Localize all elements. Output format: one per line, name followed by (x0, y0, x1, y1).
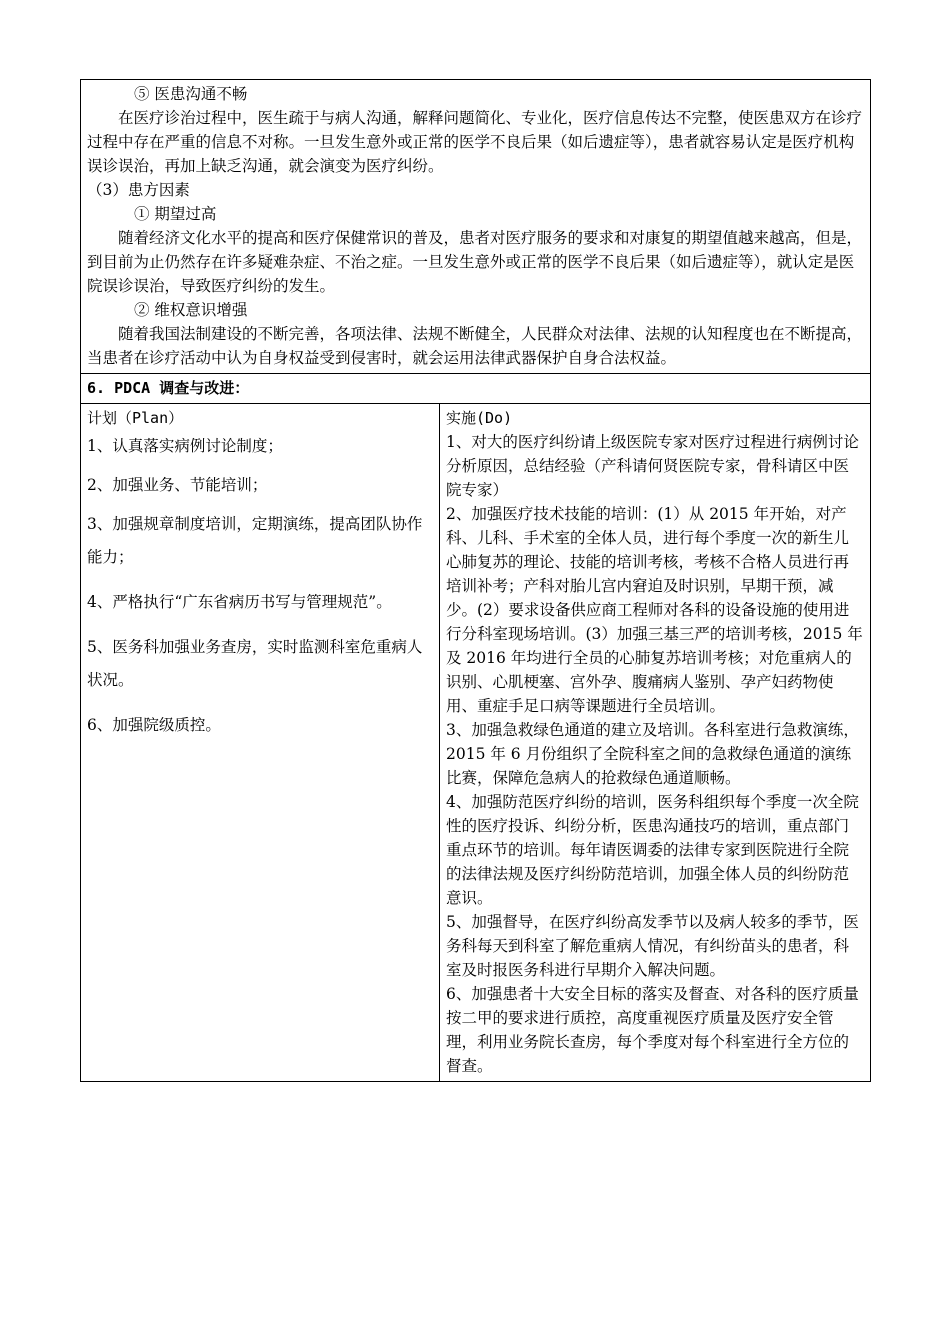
sub2-title: ② 维权意识增强 (134, 301, 248, 319)
plan-item: 5、医务科加强业务查房，实时监测科室危重病人状况。 (87, 638, 423, 689)
do-item: 4、加强防范医疗纠纷的培训，医务科组织每个季度一次全院性的医疗投诉、纠纷分析，医患沟通技巧的培训，重点部门重点环节的培训。每年请医调委的法律专家到医院进行全院的法律法规及医疗纠纷防范培训，加强全体人员的纠纷防范意识。 (446, 793, 859, 907)
causes-row (81, 80, 871, 374)
pdca-table (80, 79, 871, 1082)
sub2-text: 随着我国法制建设的不断完善，各项法律、法规不断健全，人民群众对法律、法规的认知程度也在不断提高，当患者在诊疗活动中认为自身权益受到侵害时，就会运用法律武器保护自身合法权益。 (87, 325, 863, 367)
sub1-text: 随着经济文化水平的提高和医疗保健常识的普及，患者对医疗服务的要求和对康复的期望值越来越高，但是，到目前为止仍然存在许多疑难杂症、不治之症。一旦发生意外或正常的医学不良后果（如后遗症等），就认定是医院误诊误治，导致医疗纠纷的发生。 (87, 229, 863, 295)
plan-cell (81, 404, 440, 1082)
do-header: 实施(Do) (446, 409, 513, 427)
do-item: 5、加强督导，在医疗纠纷高发季节以及病人较多的季节，医务科每天到科室了解危重病人情况，有纠纷苗头的患者，科室及时报医务科进行早期介入解决问题。 (446, 913, 859, 979)
section6-row (81, 374, 871, 404)
plan-header: 计划（Plan） (87, 409, 184, 427)
plan-item: 4、严格执行“广东省病历书写与管理规范”。 (87, 593, 392, 611)
item5-title: ⑤ 医患沟通不畅 (134, 85, 248, 103)
do-cell (440, 404, 871, 1082)
plan-item: 3、加强规章制度培训，定期演练，提高团队协作能力； (87, 515, 423, 566)
item5-text: 在医疗诊治过程中，医生疏于与病人沟通，解释问题简化、专业化，医疗信息传达不完整，使医患双方在诊疗过程中存在严重的信息不对称。一旦发生意外或正常的医学不良后果（如后遗症等），患者就容易认定是医疗机构误诊误治，再加上缺乏沟通，就会演变为医疗纠纷。 (87, 109, 863, 175)
do-item: 2、加强医疗技术技能的培训：(1）从 2015 年开始，对产科、儿科、手术室的全体人员，进行每个季度一次的新生儿心肺复苏的理论、技能的培训考核，考核不合格人员进行再培训补考；产科对胎儿宫内窘迫及时识别，早期干预，减少。(2）要求设备供应商工程师对各科的设备设施的使用进行分科室现场培训。(3）加强三基三严的培训考核，2015 年及 2016 年均进行全员的心肺复苏培训考核；对危重病人的识别、心肌梗塞、宫外孕、腹痛病人鉴别、孕产妇药物使用、重症手足口病等课题进行全员培训。 (446, 505, 863, 715)
section6-heading: 6. PDCA 调查与改进： (81, 374, 871, 404)
plan-item: 2、加强业务、节能培训； (87, 476, 268, 494)
plan-item: 1、认真落实病例讨论制度； (87, 437, 283, 455)
plan-item: 6、加强院级质控。 (87, 716, 221, 734)
do-item: 1、对大的医疗纠纷请上级医院专家对医疗过程进行病例讨论分析原因，总结经验（产科请何贤医院专家，骨科请区中医院专家） (446, 433, 859, 499)
do-item: 3、加强急救绿色通道的建立及培训。各科室进行急救演练，2015 年 6 月份组织了全院科室之间的急救绿色通道的演练比赛，保障危急病人的抢救绿色通道顺畅。 (446, 721, 859, 787)
plan-do-row (81, 404, 871, 1082)
section3-title: （3）患方因素 (87, 181, 190, 199)
causes-cell (81, 80, 871, 374)
document-page (80, 79, 870, 1082)
do-item: 6、加强患者十大安全目标的落实及督查、对各科的医疗质量按二甲的要求进行质控，高度重视医疗质量及医疗安全管理，利用业务院长查房，每个季度对每个科室进行全方位的督查。 (446, 985, 859, 1075)
sub1-title: ① 期望过高 (134, 205, 217, 223)
